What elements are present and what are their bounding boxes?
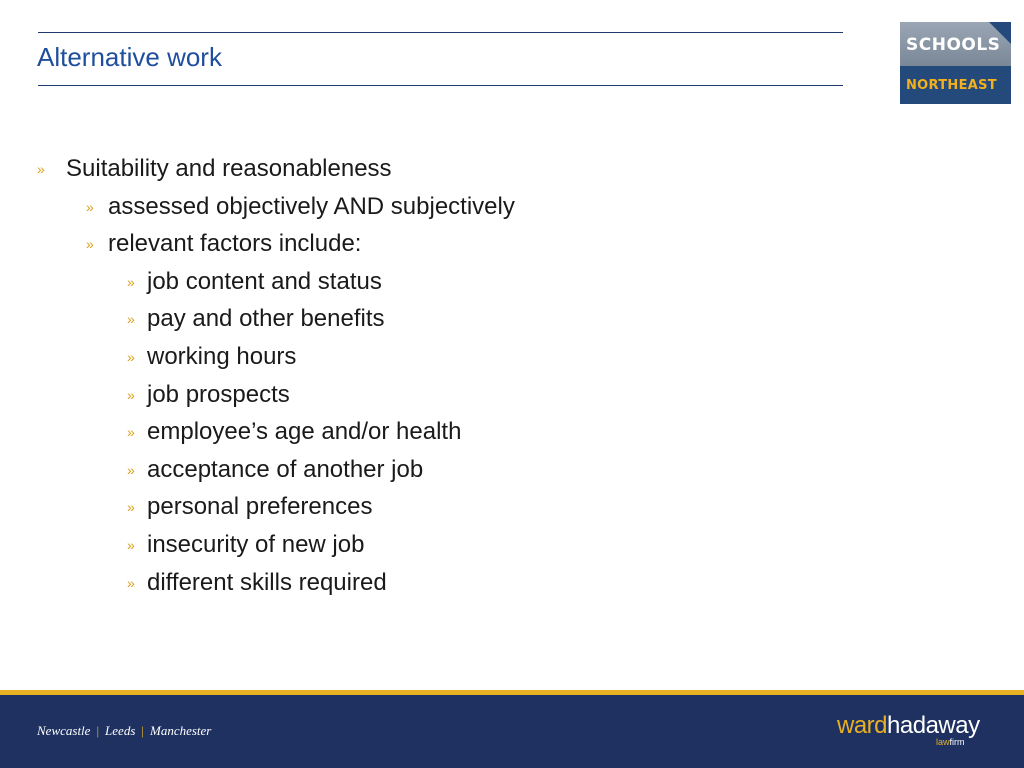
bullet-text: assessed objectively AND subjectively bbox=[108, 192, 515, 220]
slide-title: Alternative work bbox=[37, 42, 222, 72]
bullet-marker-icon: » bbox=[127, 424, 135, 441]
location-manchester: Manchester bbox=[150, 723, 212, 738]
wardhadaway-logo bbox=[837, 712, 980, 740]
bullet-text: different skills required bbox=[147, 568, 387, 596]
brand-ward: ward bbox=[837, 712, 888, 739]
bullet-marker-icon: » bbox=[127, 311, 135, 328]
bullet-text: Suitability and reasonableness bbox=[66, 155, 392, 182]
bullet-marker-icon: » bbox=[127, 574, 135, 591]
bullet-marker-icon: » bbox=[127, 536, 135, 553]
bullet-text: relevant factors include: bbox=[108, 230, 362, 258]
office-locations bbox=[37, 723, 211, 739]
location-leeds: Leeds bbox=[105, 723, 136, 738]
bullet-marker-icon: » bbox=[127, 499, 135, 516]
bullet-text: pay and other benefits bbox=[147, 305, 385, 333]
brand-hadaway: hadaway bbox=[887, 712, 980, 739]
footer-accent-stripe bbox=[0, 690, 1024, 695]
location-separator: | bbox=[96, 723, 100, 738]
bullet-text: personal preferences bbox=[147, 493, 373, 521]
bullet-marker-icon: » bbox=[127, 461, 135, 478]
bullet-text: job content and status bbox=[147, 267, 382, 295]
footer-bar bbox=[0, 690, 1024, 768]
title-rule-top bbox=[38, 32, 843, 33]
bullet-text: working hours bbox=[147, 342, 297, 370]
bullet-text: acceptance of another job bbox=[147, 455, 424, 483]
bullet-marker-icon: » bbox=[37, 161, 45, 177]
bullet-marker-icon: » bbox=[127, 273, 135, 290]
brand-tagline-law: law bbox=[936, 737, 950, 747]
bullet-marker-icon: » bbox=[127, 386, 135, 403]
location-separator: | bbox=[141, 723, 144, 738]
schools-northeast-logo bbox=[900, 22, 1011, 104]
brand-tagline bbox=[936, 737, 965, 747]
bullet-marker-icon: » bbox=[127, 348, 135, 365]
title-rule-bottom bbox=[38, 85, 843, 86]
bullet-marker-icon: » bbox=[86, 236, 94, 253]
brand-tagline-firm: firm bbox=[949, 737, 965, 747]
bullet-text: insecurity of new job bbox=[147, 530, 365, 558]
bullet-text: job prospects bbox=[147, 380, 290, 408]
location-newcastle: Newcastle bbox=[37, 723, 91, 738]
logo-word-northeast: NORTHEAST bbox=[906, 78, 997, 93]
bullet-marker-icon: » bbox=[86, 198, 94, 215]
logo-word-schools: SCHOOLS bbox=[906, 35, 1001, 55]
bullet-text: employee’s age and/or health bbox=[147, 418, 462, 446]
